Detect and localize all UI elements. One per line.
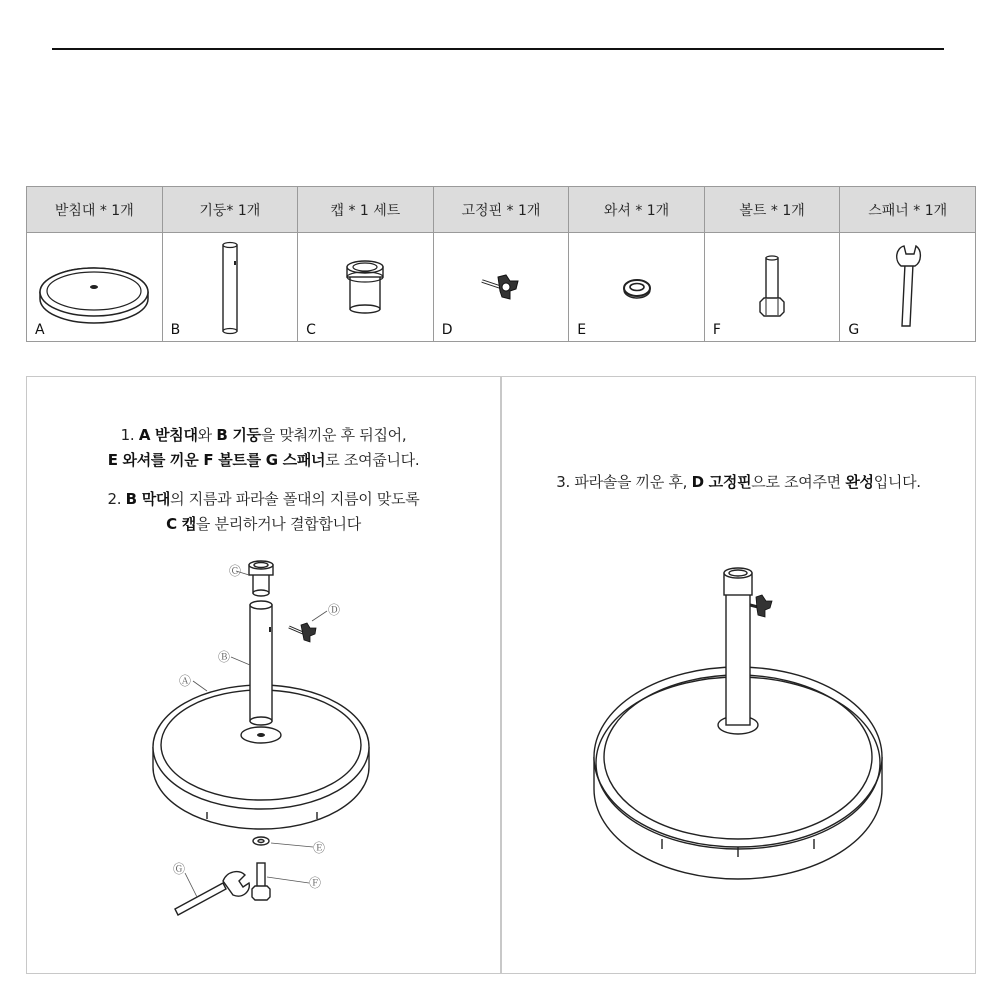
step2-num: 2. [107, 490, 126, 508]
step1-parts-ef: E 와셔를 끼운 F 볼트를 [107, 451, 266, 469]
fixing-pin-icon [476, 267, 526, 307]
assembly-step-3-panel [501, 376, 976, 974]
step1-part-a: A 받침대 [138, 426, 198, 444]
callout-a: Ⓐ [179, 674, 192, 688]
part-label-g: 스패너 * 1개 [840, 187, 976, 233]
part-cell-b [162, 233, 298, 342]
callout-b: Ⓑ [218, 650, 231, 664]
exploded-assembly-diagram [27, 557, 500, 967]
step3-intro: 3. 파라솔을 끼운 후, [556, 473, 692, 491]
part-label-c: 캡 * 1 세트 [298, 187, 434, 233]
cap-icon [340, 257, 390, 317]
callout-g: Ⓖ [173, 862, 186, 876]
step1-part-g: G 스패너 [265, 451, 326, 469]
part-letter-b: B [170, 322, 181, 338]
part-label-a: 받침대 * 1개 [27, 187, 163, 233]
step3-text [502, 470, 975, 495]
part-cell-a [27, 233, 163, 342]
pole-icon [210, 239, 250, 335]
washer-icon [617, 272, 657, 302]
step1-line1 [27, 423, 500, 448]
step1-line2 [27, 448, 500, 473]
step2-line2 [27, 512, 500, 537]
base-icon [34, 247, 154, 327]
part-letter-d: D [441, 322, 453, 338]
step1-text [27, 423, 500, 473]
part-cell-d [433, 233, 569, 342]
step1-line2-rest: 로 조여줍니다. [325, 451, 420, 469]
spanner-icon [888, 242, 928, 332]
part-label-e: 와셔 * 1개 [569, 187, 705, 233]
step3-part-d: D 고정핀 [691, 473, 752, 491]
step1-part-b: B 기둥 [216, 426, 261, 444]
step2-line1 [27, 487, 500, 512]
part-label-f: 볼트 * 1개 [704, 187, 840, 233]
step2-part-b: B 막대 [125, 490, 171, 508]
part-letter-e: E [577, 322, 587, 338]
top-divider [52, 48, 944, 50]
part-label-d: 고정핀 * 1개 [433, 187, 569, 233]
part-letter-c: C [306, 322, 316, 338]
part-cell-f [704, 233, 840, 342]
part-letter-g: G [848, 322, 860, 338]
step3-end: 입니다. [873, 473, 921, 491]
parts-table [26, 186, 976, 342]
callout-d: Ⓓ [328, 603, 341, 617]
parts-header-row [27, 187, 976, 233]
callout-c: Ⓒ [229, 564, 242, 578]
step3-complete: 완성 [845, 473, 874, 491]
part-letter-f: F [712, 322, 721, 338]
parts-image-row [27, 233, 976, 342]
step2-text [27, 487, 500, 537]
part-cell-c [298, 233, 434, 342]
part-cell-e [569, 233, 705, 342]
part-letter-a: A [35, 322, 45, 338]
assembly-step-1-2-panel [26, 376, 501, 974]
callout-e: Ⓔ [313, 841, 326, 855]
step2-part-c: C 캡 [166, 515, 196, 533]
bolt-icon [752, 252, 792, 322]
part-cell-g [840, 233, 976, 342]
step1-line1-rest: 을 맞춰끼운 후 뒤집어, [260, 426, 407, 444]
step1-num: 1. [120, 426, 139, 444]
callout-f: Ⓕ [309, 876, 322, 890]
step2-line1-rest: 의 지름과 파라솔 폴대의 지름이 맞도록 [170, 490, 420, 508]
completed-assembly-diagram [502, 557, 975, 967]
part-label-b: 기둥* 1개 [162, 187, 298, 233]
step2-line2-rest: 을 분리하거나 결합합니다 [195, 515, 361, 533]
step1-and: 와 [197, 426, 217, 444]
step3-mid: 으로 조여주면 [751, 473, 846, 491]
